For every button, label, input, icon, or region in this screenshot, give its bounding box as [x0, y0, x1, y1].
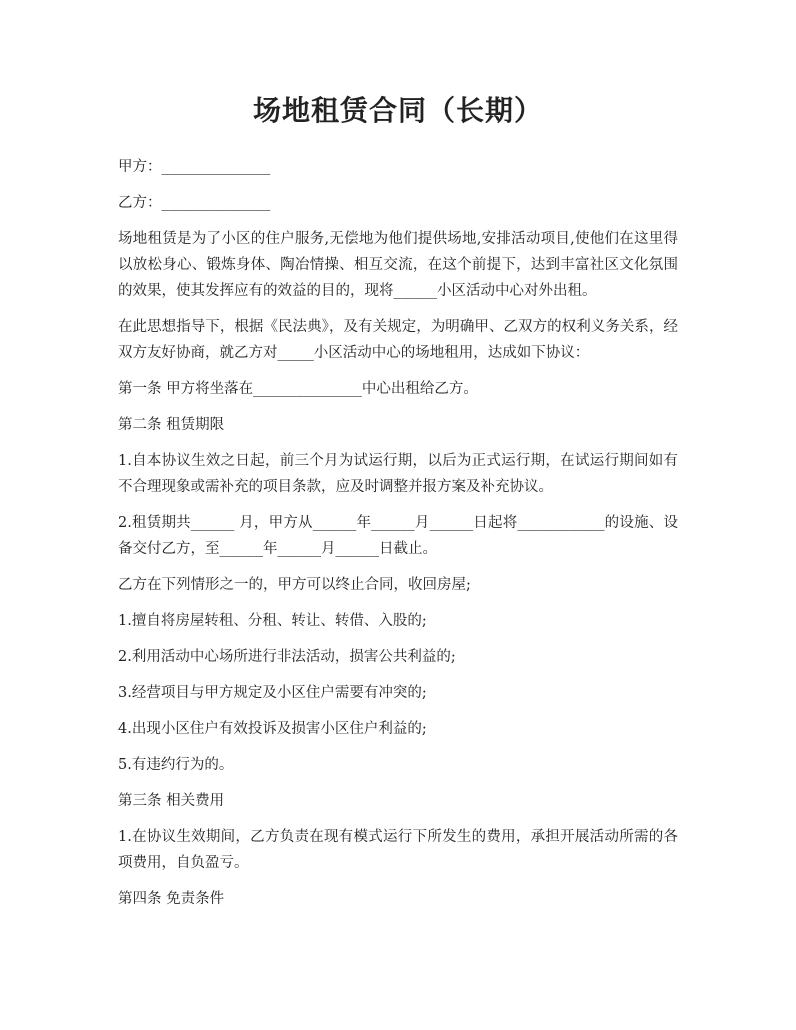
termination-item: 3.经营项目与甲方规定及小区住户需要有冲突的;: [118, 685, 427, 701]
article-1: 第一条 甲方将坐落在_______________中心出租给乙方。: [118, 381, 478, 397]
document-title: 场地租赁合同（长期）: [252, 94, 543, 127]
termination-item: 1.擅自将房屋转租、分租、转让、转借、入股的;: [118, 613, 427, 629]
termination-intro: 乙方在下列情形之一的，甲方可以终止合同，收回房屋;: [118, 577, 471, 593]
termination-item: 4.出现小区住户有效投诉及损害小区住户利益的;: [118, 721, 427, 737]
article-3-heading: 第三条 相关费用: [118, 793, 225, 809]
article-2-item-1: 1.自本协议生效之日起，前三个月为试运行期，以后为正式运行期，在试运行期间如有不合理现象或需补充的项目条款，应及时调整并报方案及补充协议。: [118, 453, 678, 495]
article-3-item-1: 1.在协议生效期间，乙方负责在现有模式运行下所发生的费用，承担开展活动所需的各项费用，自负盈亏。: [118, 829, 678, 871]
termination-item: 2.利用活动中心场所进行非法活动，损害公共利益的;: [118, 649, 456, 665]
termination-item: 5.有违约行为的。: [118, 757, 234, 773]
party-b-line: 乙方：_______________: [118, 195, 271, 211]
article-4-heading: 第四条 免责条件: [118, 891, 225, 907]
article-2-heading: 第二条 租赁期限: [118, 417, 225, 433]
party-a-line: 甲方：_______________: [118, 159, 271, 175]
article-2-item-2: 2.租赁期共______ 月，甲方从______年______月______日起将____________的设施、设备交付乙方，至______年______月______日截止。: [118, 515, 678, 557]
basis-paragraph: 在此思想指导下，根据《民法典》，及有关规定，为明确甲、乙双方的权利义务关系，经双方友好协商，就乙方对_____小区活动中心的场地租用，达成如下协议：: [118, 319, 678, 361]
intro-paragraph: 场地租赁是为了小区的住户服务,无偿地为他们提供场地,安排活动项目,使他们在这里得以放松身心、锻炼身体、陶冶情操、相互交流，在这个前提下，达到丰富社区文化氛围的效果，使其发挥应有的效益的目的，现将______小区活动中心对外出租。: [118, 231, 678, 299]
